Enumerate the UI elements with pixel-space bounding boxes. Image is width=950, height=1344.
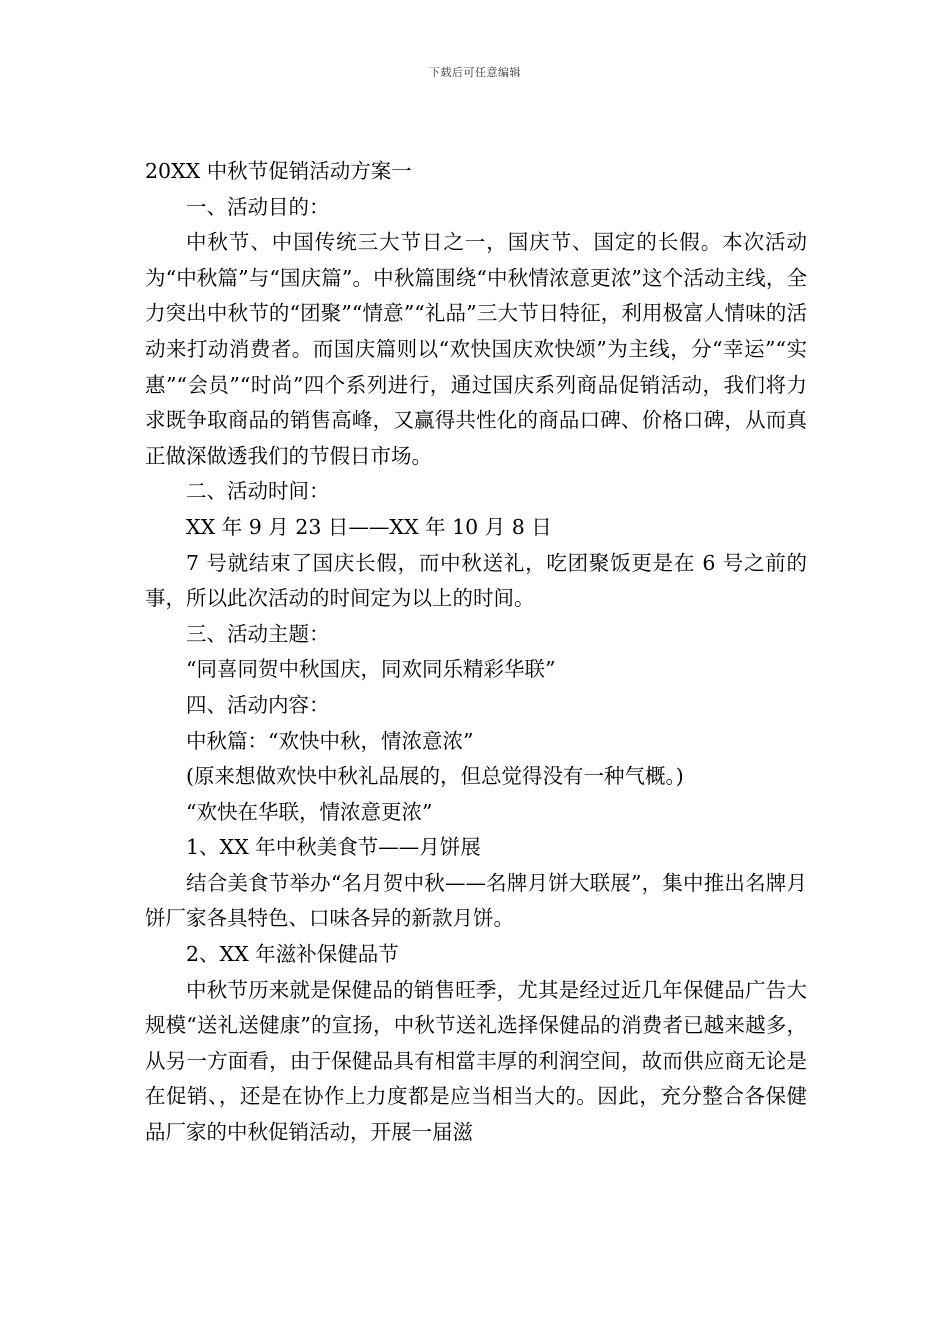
section-heading-purpose: 一、活动目的： [186, 194, 330, 219]
section-heading-content: 四、活动内容： [186, 692, 330, 717]
paragraph-note: (原来想做欢快中秋礼品展的，但总觉得没有一种气概。) [186, 764, 684, 789]
paragraph-purpose: 中秋节、中国传统三大节日之一，国庆节、国定的长假。本次活动为“中秋篇”与“国庆篇”。中秋篇围绕“中秋情浓意更浓”这个活动主线，全力突出中秋节的“团聚”“情意”“礼品”三大节日特征，利用极富人情味的活动来打动消费者。而国庆篇则以“欢快国庆欢快颂”为主线，分“幸运”“实惠”“会员”“时尚”四个系列进行，通过国庆系列商品促销活动，我们将力求既争取商品的销售高峰，又赢得共性化的商品口碑、价格口碑，从而真正做深做透我们的节假日市场。 [145, 230, 807, 468]
paragraph-mid-autumn-part: 中秋篇：“欢快中秋，情浓意浓” [186, 728, 474, 753]
item-heading-health-festival: 2、XX 年滋补保健品节 [186, 942, 399, 967]
paragraph-slogan: “欢快在华联，情浓意更浓” [186, 799, 433, 824]
section-heading-theme: 三、活动主题： [186, 621, 330, 646]
paragraph-date-range: XX 年 9 月 23 日——XX 年 10 月 8 日 [186, 514, 552, 539]
paragraph-health-festival: 中秋节历来就是保健品的销售旺季，尤其是经过近几年保健品广告大规模“送礼送健康”的宣扬，中秋节送礼选择保健品的消费者已越来越多，从另一方面看，由于保健品具有相當丰厚的利润空间，故而供应商无论是在促销、，还是在协作上力度都是应当相当大的。因此，充分整合各保健品厂家的中秋促销活动，开展一届滋 [145, 977, 807, 1145]
paragraph-time-reason: 7 号就结束了国庆长假，而中秋送礼，吃团聚饭更是在 6 号之前的事，所以此次活动的时间定为以上的时间。 [145, 550, 807, 611]
section-heading-time: 二、活动时间： [186, 479, 330, 504]
page-header-note: 下载后可任意编辑 [429, 66, 521, 79]
item-heading-food-festival: 1、XX 年中秋美食节——月饼展 [186, 835, 481, 860]
paragraph-food-festival: 结合美食节举办“名月贺中秋——名牌月饼大联展”，集中推出名牌月饼厂家各具特色、口味各异的新款月饼。 [145, 870, 807, 931]
paragraph-theme: “同喜同贺中秋国庆，同欢同乐精彩华联” [186, 657, 556, 682]
document-body [145, 154, 807, 1151]
document-title: 20XX 中秋节促销活动方案一 [145, 159, 412, 183]
